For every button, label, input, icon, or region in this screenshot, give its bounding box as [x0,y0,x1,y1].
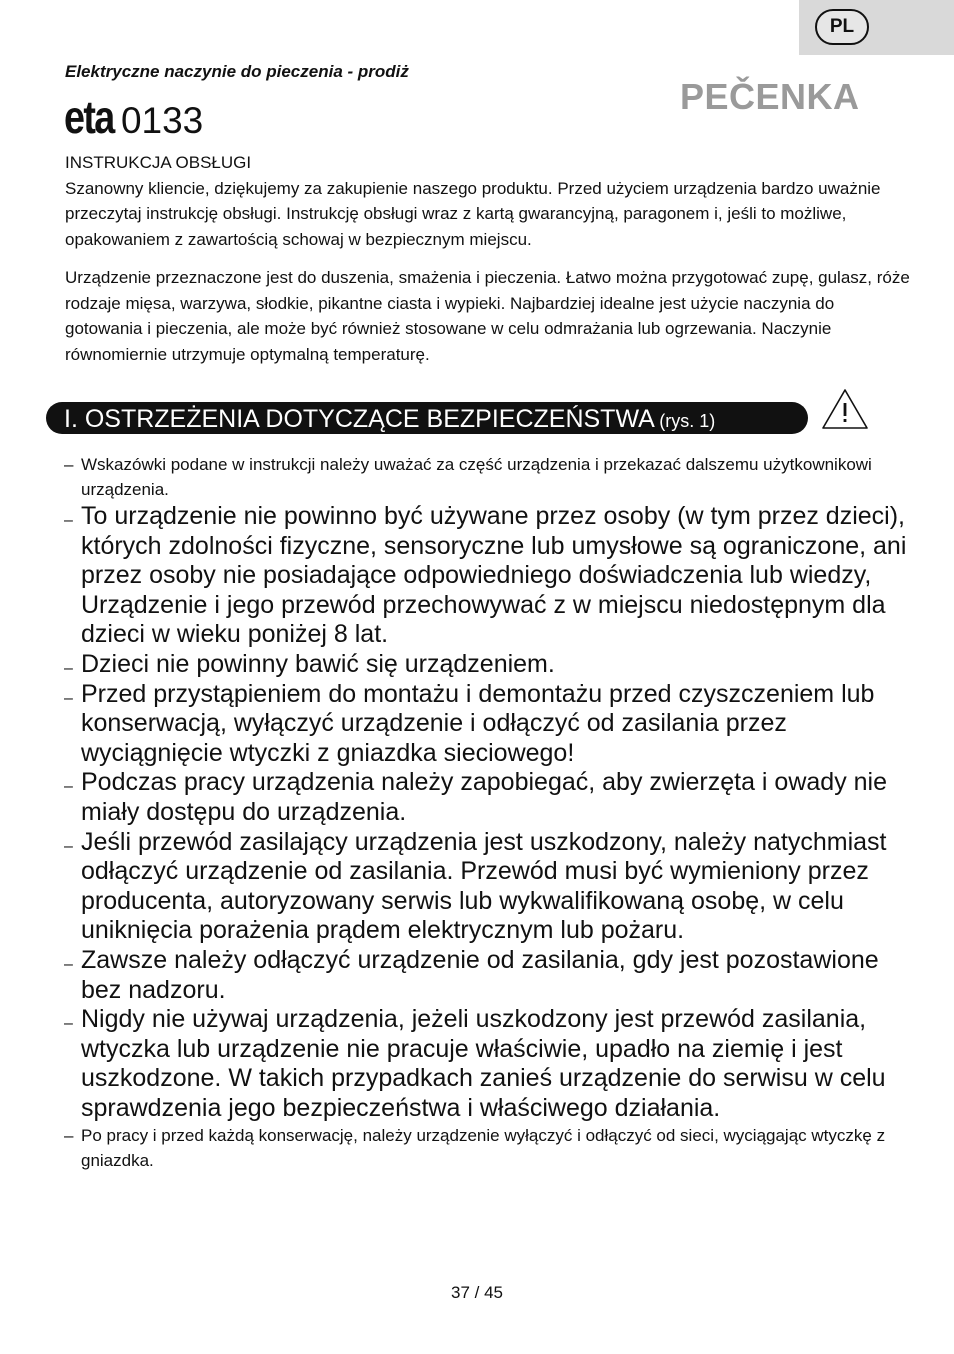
language-badge: PL [815,9,869,45]
section-heading-bar [46,402,808,434]
list-item [64,946,914,1005]
model-number: 0133 [120,100,204,141]
section-title: I. OSTRZEŻENIA DOTYCZĄCE BEZPIECZEŃSTWA [64,405,655,433]
warning-text: Przed przystąpieniem do montażu i demontażu przed czyszczeniem lub konserwacją, wyłączyć urządzenie i odłączyć od zasilania przez wyciągnięcie wtyczki z gniazdka sieciowego! [81,679,875,767]
list-item [64,680,914,769]
product-subtitle: Elektryczne naczynie do pieczenia - prodiż [65,62,409,81]
description-paragraph: Urządzenie przeznaczone jest do duszenia, smażenia i pieczenia. Łatwo można przygotować zupę, gulasz, róże rodzaje mięsa, warzywa, słodkie, pikantne ciasta i wypieki. Najbardziej idealne jest użycie naczynia do gotowania i pieczenia, ale może być również stosowane w celu odmrażania lub ogrzewania. Naczynie równomiernie utrzymuje optymalną temperaturę. [65,268,910,364]
list-item [64,1123,914,1173]
warning-triangle-icon [821,388,869,430]
list-item [64,1005,914,1123]
eta-logo: eta [64,91,114,143]
brand-header [64,90,204,143]
product-name: PEČENKA [680,76,860,117]
bullet-dash: – [64,778,73,796]
bullet-dash: – [64,955,73,973]
bullet-dash: – [64,659,73,677]
bullet-dash: – [64,455,74,474]
bullet-dash: – [64,1126,74,1146]
bullet-dash: – [64,689,73,707]
manual-heading: INSTRUKCJA OBSŁUGI [65,153,252,172]
page-number: 37 / 45 [451,1283,503,1302]
list-item [64,828,914,946]
safety-warnings-list [64,452,914,1173]
bullet-dash: – [64,512,73,529]
bullet-dash: – [64,1015,73,1033]
warning-text: Jeśli przewód zasilający urządzenia jest uszkodzony, należy natychmiast odłączyć urządzenie od zasilania. Przewód musi być wymieniony przez producenta, autoryzowany serwis lub wykwalifikowaną osobę, w celu uniknięcia porażenia prądem elektrycznym lub pożaru. [81,827,887,945]
list-item [64,452,914,502]
warning-text: To urządzenie nie powinno być używane przez osoby (w tym przez dzieci), których zdolności fizyczne, sensoryczne lub umysłowe są ograniczone, ani przez osoby nie posiadające odpowiedniego doświadczenia lub wiedzy, Urządzenie i jego przewód przechowywać z w miejscu niedostępnym dla dzieci w wieku poniżej 8 lat. [81,502,907,649]
list-item [64,650,914,680]
section-figure-ref: (rys. 1) [659,411,716,431]
list-item [64,768,914,827]
warning-text: Zawsze należy odłączyć urządzenie od zasilania, gdy jest pozostawione bez nadzoru. [81,945,879,1004]
bullet-dash: – [64,837,73,855]
warning-text: Dzieci nie powinny bawić się urządzeniem. [81,649,555,678]
warning-text: Wskazówki podane w instrukcji należy uważać za część urządzenia i przekazać dalszemu użytkownikowi urządzenia. [81,455,872,499]
warning-text: Nigdy nie używaj urządzenia, jeżeli uszkodzony jest przewód zasilania, wtyczka lub urządzenie nie pracuje właściwie, upadło na ziemię i jest uszkodzone. W takich przypadkach zanieś urządzenie do serwisu w celu sprawdzenia jego bezpieczeństwa i właściwego działania. [81,1005,886,1122]
intro-paragraph: Szanowny kliencie, dziękujemy za zakupienie naszego produktu. Przed użyciem urządzenia bardzo uważnie przeczytaj instrukcję obsługi. Instrukcję obsługi wraz z kartą gwarancyjną, paragonem i, jeśli to możliwe, opakowaniem z zawartością schowaj w bezpiecznym miejscu. [65,178,881,249]
language-tab [799,0,954,55]
warning-text: Podczas pracy urządzenia należy zapobiegać, aby zwierzęta i owady nie miały dostępu do urządzenia. [81,768,888,826]
warning-text: Po pracy i przed każdą konserwację, należy urządzenie wyłączyć i odłączyć od sieci, wyciągając wtyczkę z gniazdka. [81,1126,886,1171]
list-item [64,502,914,650]
intro-block [65,150,915,252]
